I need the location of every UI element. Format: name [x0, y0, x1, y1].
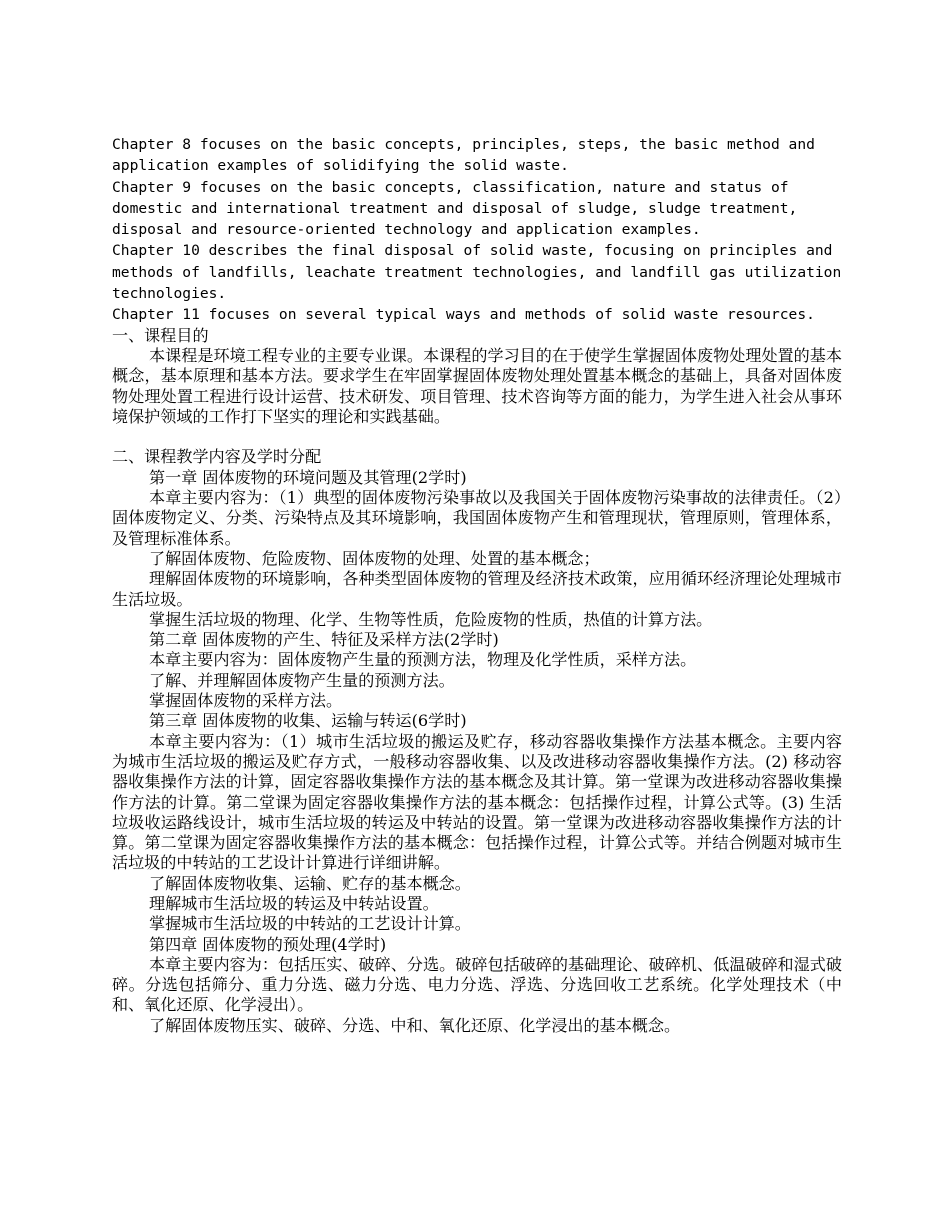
chapter3-title: 第三章 固体废物的收集、运输与转运(6学时) [149, 711, 467, 731]
chapter3-master: 掌握城市生活垃圾的中转站的工艺设计计算。 [149, 914, 471, 934]
english-paragraph-ch11: Chapter 11 focuses on several typical ways and methods of solid waste resources. [112, 306, 815, 324]
english-paragraph-ch10: Chapter 10 describes the final disposal of solid waste, focusing on principles and methods of landfills, leachate treatment technologies, and landfill gas utilization technologies. [112, 242, 842, 303]
course-objective-body: 本课程是环境工程专业的主要专业课。本课程的学习目的在于使学生掌握固体废物处理处置的基本概念，基本原理和基本方法。要求学生在牢固掌握固体废物处理处置基本概念的基础上，具备对固体废物处理处置工程进行设计运营、技术研发、项目管理、技术咨询等方面的能力，为学生进入社会从事环境保护领域的工作打下坚实的理论和实践基础。 [112, 345, 842, 426]
chapter2-title: 第二章 固体废物的产生、特征及采样方法(2学时) [149, 630, 499, 650]
chapter1-title: 第一章 固体废物的环境问题及其管理(2学时) [149, 467, 467, 487]
chapter4-content: 本章主要内容为：包括压实、破碎、分选。破碎包括破碎的基础理论、破碎机、低温破碎和湿式破碎。分选包括筛分、重力分选、磁力分选、电力分选、浮选、分选回收工艺系统。化学处理技术（中和、氧化还原、化学浸出）。 [112, 954, 842, 1015]
blank-line [112, 427, 842, 447]
chapter4-understand: 了解固体废物压实、破碎、分选、中和、氧化还原、化学浸出的基本概念。 [149, 1015, 681, 1035]
section-heading-content-hours: 二、课程教学内容及学时分配 [112, 447, 322, 467]
chapter4-title: 第四章 固体废物的预处理(4学时) [149, 934, 387, 954]
english-paragraph-ch8: Chapter 8 focuses on the basic concepts, principles, steps, the basic method and application examples of solidifying the solid waste. [112, 136, 815, 175]
english-paragraph-ch9: Chapter 9 focuses on the basic concepts, classification, nature and status of domestic and international treatment and disposal of sludge, sludge treatment, disposal and resource-oriented technology and application examples. [112, 178, 798, 239]
chapter2-understand: 了解、并理解固体废物产生量的预测方法。 [149, 670, 455, 690]
chapter2-master: 掌握固体废物的采样方法。 [149, 691, 343, 711]
chapter3-content: 本章主要内容为：（1）城市生活垃圾的搬运及贮存，移动容器收集操作方法基本概念。主要内容为城市生活垃圾的搬运及贮存方式，一般移动容器收集、以及改进移动容器收集操作方法。(2) 移动容器收集操作方法的计算，固定容器收集操作方法的基本概念及其计算。第一堂课为改进移动容器收集操作方法的计算。第二堂课为固定容器收集操作方法的基本概念：包括操作过程，计算公式等。(3) 生活垃圾收运路线设计，城市生活垃圾的转运及中转站的设置。第一堂课为改进移动容器收集操作方法的计算。第二堂课为固定容器收集操作方法的基本概念：包括操作过程，计算公式等。并结合例题对城市生活垃圾的中转站的工艺设计计算进行详细讲解。 [112, 731, 842, 873]
section-heading-course-objective: 一、课程目的 [112, 325, 209, 345]
chapter1-understand: 了解固体废物、危险废物、固体废物的处理、处置的基本概念； [149, 548, 600, 568]
chapter1-comprehend: 理解固体废物的环境影响，各种类型固体废物的管理及经济技术政策，应用循环经济理论处理城市生活垃圾。 [112, 569, 842, 609]
chapter3-comprehend: 理解城市生活垃圾的转运及中转站设置。 [149, 893, 439, 913]
document-page [112, 134, 842, 1036]
chapter1-content: 本章主要内容为：（1）典型的固体废物污染事故以及我国关于固体废物污染事故的法律责任。（2）固体废物定义、分类、污染特点及其环境影响，我国固体废物产生和管理现状，管理原则，管理体系，及管理标准体系。 [112, 488, 842, 548]
chapter1-master: 掌握生活垃圾的物理、化学、生物等性质，危险废物的性质，热值的计算方法。 [149, 609, 713, 629]
chapter2-content: 本章主要内容为：固体废物产生量的预测方法，物理及化学性质，采样方法。 [149, 650, 697, 670]
chapter3-understand: 了解固体废物收集、运输、贮存的基本概念。 [149, 873, 471, 893]
